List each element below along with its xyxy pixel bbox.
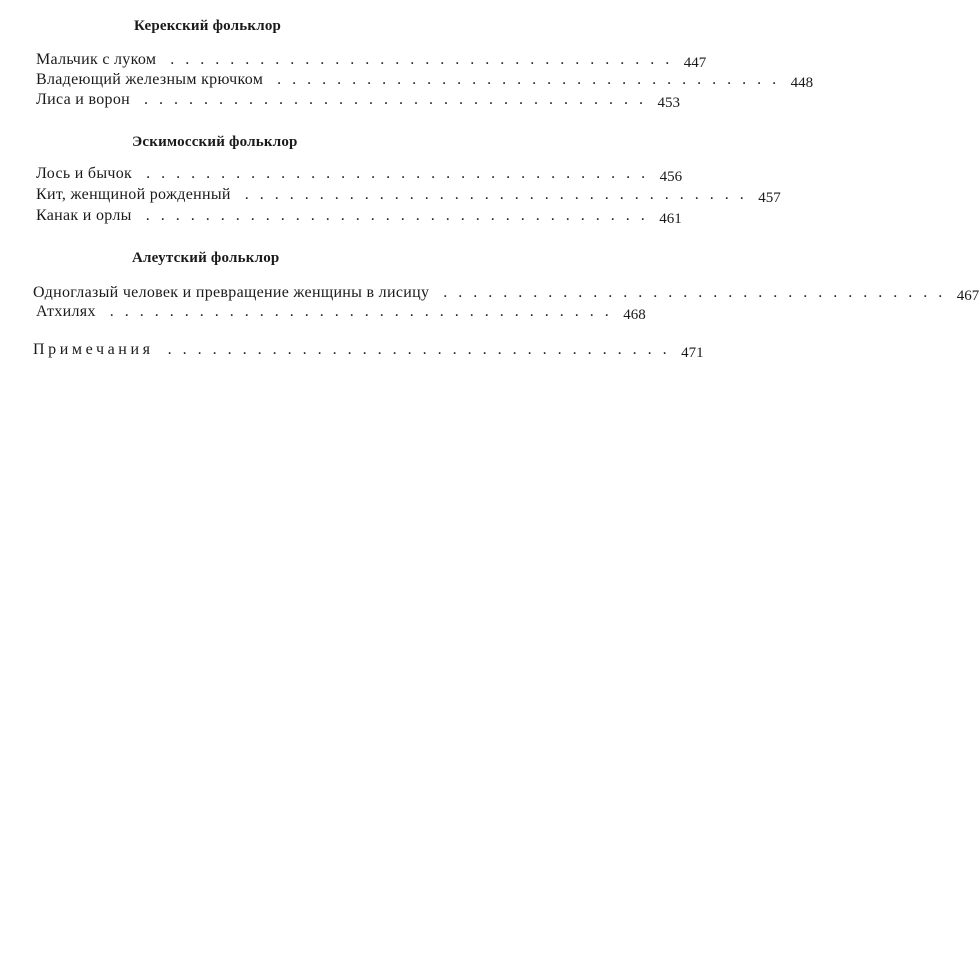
toc-entry-title: Канак и орлы <box>36 207 132 224</box>
toc-entry <box>36 302 646 323</box>
toc-entry-page: 448 <box>790 75 814 91</box>
dot-leader: .................................. <box>146 165 657 182</box>
toc-entry-title: Атхилях <box>36 303 96 320</box>
dot-leader: .................................. <box>244 186 755 203</box>
toc-entry-page: 457 <box>758 190 781 206</box>
toc-entry <box>36 90 680 111</box>
toc-entry-page: 471 <box>681 345 704 361</box>
dot-leader: .................................. <box>170 51 681 68</box>
dot-leader: .................................. <box>145 207 656 224</box>
toc-entry-page: 456 <box>659 169 683 185</box>
toc-entry <box>36 185 781 206</box>
toc-entry <box>36 164 683 185</box>
dot-leader: .................................. <box>443 284 954 301</box>
dot-leader: .................................. <box>277 71 788 88</box>
dot-leader: .................................. <box>109 303 620 320</box>
section-heading-aleut: Алеутский фольклор <box>132 250 280 266</box>
toc-entry-title: Мальчик с луком <box>36 51 157 68</box>
section-heading-kerek: Керекский фольклор <box>134 18 282 34</box>
dot-leader: .................................. <box>143 91 654 108</box>
section-heading-eskimo: Эскимосский фольклор <box>132 134 298 150</box>
toc-entry-page: 468 <box>623 307 646 323</box>
toc-entry <box>36 50 707 71</box>
toc-entry <box>33 283 979 304</box>
toc-entry-title: Лиса и ворон <box>36 91 130 108</box>
toc-entry-title: Лось и бычок <box>36 165 133 182</box>
toc-entry-title: Примечания <box>33 341 154 358</box>
dot-leader: .................................. <box>167 341 678 358</box>
toc-entry-page: 453 <box>657 95 680 111</box>
toc-entry-notes <box>33 340 704 361</box>
toc-entry <box>36 70 814 91</box>
toc-entry-title: Кит, женщиной рожденный <box>36 186 231 203</box>
toc-entry-title: Владеющий железным крючком <box>36 71 264 88</box>
toc-entry-page: 447 <box>683 55 707 71</box>
toc-entry-page: 461 <box>659 211 682 227</box>
toc-entry-title: Одноглазый человек и превращение женщины в лисицу <box>33 284 430 301</box>
toc-entry <box>36 206 682 227</box>
toc-entry-page: 467 <box>956 288 979 304</box>
